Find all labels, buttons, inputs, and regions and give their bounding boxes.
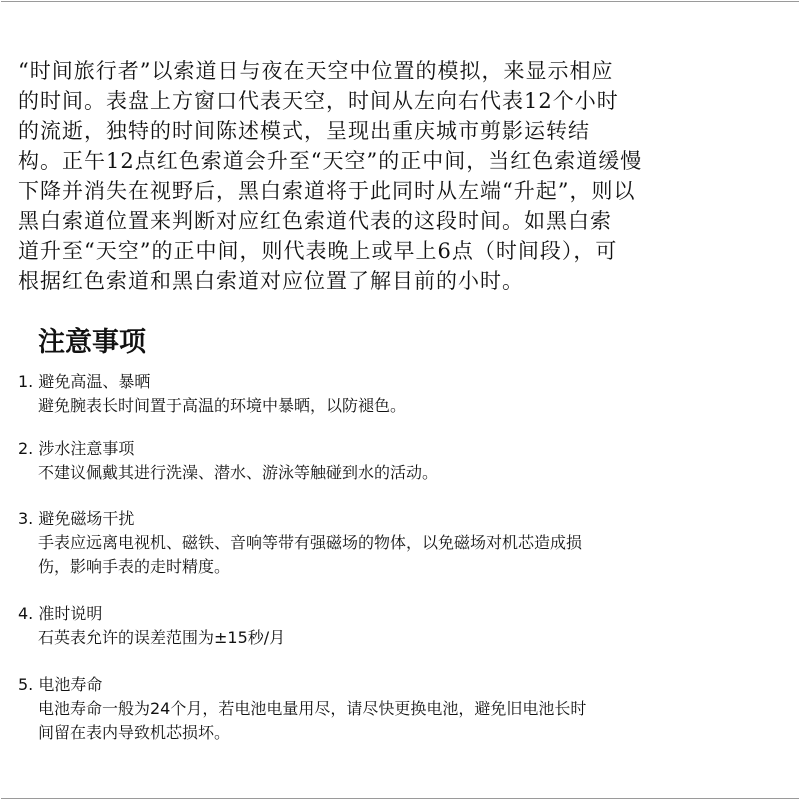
note-title: 5. 电池寿命 xyxy=(18,675,103,694)
note-body: 避免腕表长时间置于高温的环境中暴晒，以防褪色。 xyxy=(38,396,407,415)
note-title: 4. 准时说明 xyxy=(18,604,103,623)
note-title: 2. 涉水注意事项 xyxy=(18,439,135,458)
note-body: 手表应远离电视机、磁铁、音响等带有强磁场的物体，以免磁场对机芯造成损 伤，影响手表的走时精度。 xyxy=(38,533,583,576)
note-body: 电池寿命一般为24个月，若电池电量用尽，请尽快更换电池，避免旧电池长时 间留在表内导致机芯损坏。 xyxy=(38,699,587,742)
note-item xyxy=(18,370,406,418)
note-item xyxy=(18,437,438,485)
note-title: 1. 避免高温、暴晒 xyxy=(18,372,151,391)
note-item xyxy=(18,673,586,745)
note-title: 3. 避免磁场干扰 xyxy=(18,509,135,528)
note-item xyxy=(18,507,582,579)
notes-heading: 注意事项 xyxy=(38,327,146,358)
note-body: 石英表允许的误差范围为±15秒/月 xyxy=(38,628,286,647)
note-item xyxy=(18,602,285,650)
note-body: 不建议佩戴其进行洗澡、潜水、游泳等触碰到水的活动。 xyxy=(38,463,439,482)
intro-paragraph: “时间旅行者”以索道日与夜在天空中位置的模拟，来显示相应 的时间。表盘上方窗口代表天空，时间从左向右代表12个小时 的流逝，独特的时间陈述模式，呈现出重庆城市剪影运转结 构。正午12点红色索道会升至“天空”的正中间，当红色索道缓慢 下降并消失在视野后，黑白索道将于此同时从左端“升起”，则以 黑白索道位置来判断对应红色索道代表的这段时间。如黑白索 道升至“天空”的正中间，则代表晚上或早上6点（时间段），可 根据红色索道和黑白索道对应位置了解目前的小时。 xyxy=(18,59,643,293)
